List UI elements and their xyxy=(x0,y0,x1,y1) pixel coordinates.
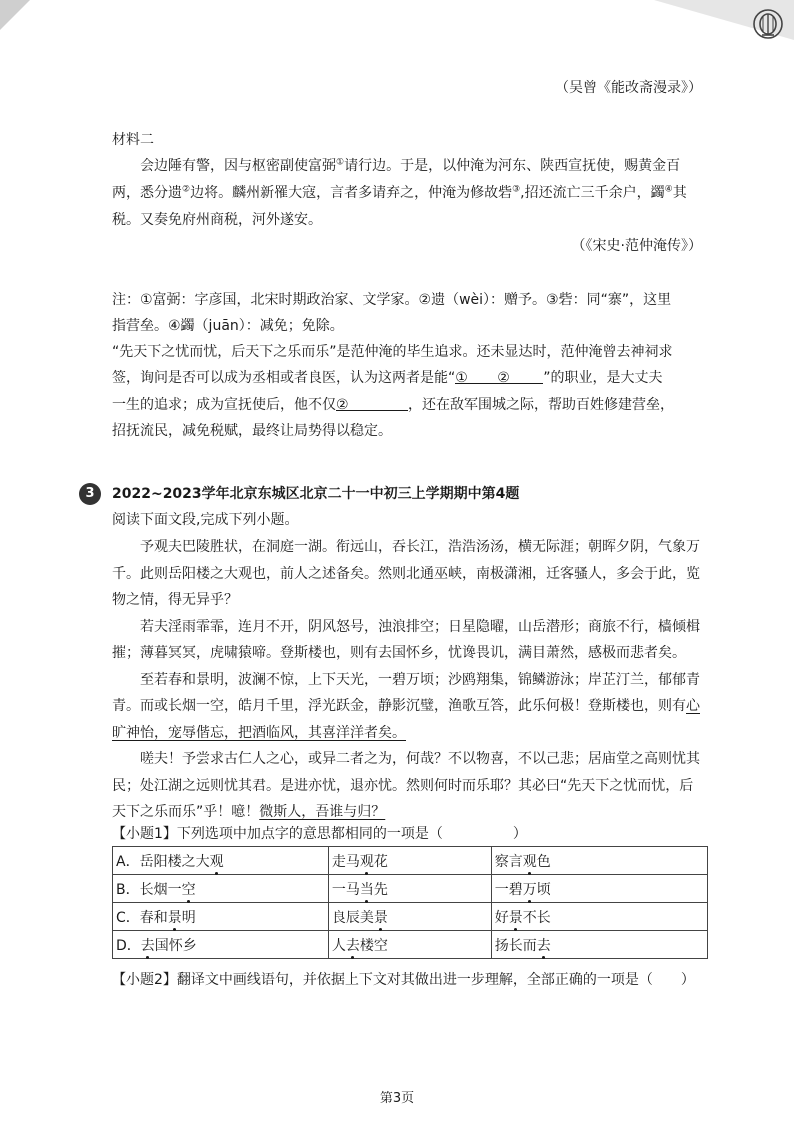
option-text: 一马 xyxy=(331,881,360,898)
fill-paragraph-line-1: “先天下之忧而忧，后天下之乐而乐”是范仲淹的毕生追求。还未显达时，范仲淹曾去神祠求 xyxy=(112,344,673,360)
passage-line: 摧；薄暮冥冥，虎啸猿啼。登斯楼也，则有去国怀乡，忧谗畏讥，满目萧然，感极而悲者矣。 xyxy=(112,645,686,661)
option-text: 良辰美 xyxy=(331,909,374,926)
option-row[interactable] xyxy=(113,931,708,959)
underlined-sentence: 旷神怡，宠辱偕忘，把酒临风，其喜洋洋者矣。 xyxy=(112,725,406,741)
option-text: 春和 xyxy=(139,909,168,926)
dotted-character: 空 xyxy=(182,879,196,899)
option-cell xyxy=(328,903,491,931)
passage-line: 青。而或长烟一空，皓月千里，浮光跃金，静影沉璧，渔歌互答，此乐何极！登斯楼也，则有心 xyxy=(112,698,700,714)
option-cell xyxy=(491,903,707,931)
option-text: 花 xyxy=(373,853,388,870)
option-text: A． xyxy=(116,853,140,870)
option-text: 明 xyxy=(181,909,196,926)
option-cell xyxy=(328,875,491,903)
option-text: D． xyxy=(116,937,141,954)
lantern-logo-icon xyxy=(752,8,784,40)
option-cell xyxy=(491,847,707,875)
question-instruction: 阅读下面文段,完成下列小题。 xyxy=(112,512,299,528)
option-cell xyxy=(491,875,707,903)
option-text: 好 xyxy=(494,909,509,926)
passage-line: 民；处江湖之远则忧其君。是进亦忧，退亦忧。然则何时而乐耶？其必曰“先天下之忧而忧，后 xyxy=(112,778,694,794)
material-line-1: 会边陲有警，因与枢密副使富弼①请行边。于是，以仲淹为河东、陕西宣抚使，赐黄金百 xyxy=(140,157,681,174)
option-cell xyxy=(328,847,491,875)
dotted-character: 去 xyxy=(346,935,360,955)
passage-line: 予观夫巴陵胜状，在洞庭一湖。衔远山，吞长江，浩浩汤汤，横无际涯；朝晖夕阴，气象万 xyxy=(140,539,700,555)
fill-paragraph-line-4: 招抚流民，减免税赋，最终让局势得以稳定。 xyxy=(112,423,392,439)
option-cell xyxy=(113,847,329,875)
source-citation: （吴曾《能改斋漫录》） xyxy=(555,80,702,96)
source-citation: （《宋史·范仲淹传》） xyxy=(571,238,702,254)
option-text: 察言 xyxy=(494,853,523,870)
dotted-character: 景 xyxy=(509,907,523,927)
material-line-3: 税。又奏免府州商税，河外遂安。 xyxy=(112,212,322,228)
option-cell xyxy=(113,903,329,931)
option-cell xyxy=(328,931,491,959)
option-cell xyxy=(113,931,329,959)
option-row[interactable] xyxy=(113,875,708,903)
option-text: 人 xyxy=(331,937,346,954)
option-text: 先 xyxy=(373,881,388,898)
passage-line: 千。此则岳阳楼之大观也，前人之述备矣。然则北通巫峡，南极潇湘，迁客骚人，多会于此，览 xyxy=(112,566,700,582)
passage-line: 若夫淫雨霏霏，连月不开，阴风怒号，浊浪排空；日星隐曜，山岳潜形；商旅不行，樯倾楫 xyxy=(140,619,700,635)
option-text: 扬长而 xyxy=(494,937,537,954)
option-text: 走马 xyxy=(331,853,360,870)
question-number-badge: 3 xyxy=(79,483,101,505)
option-text: 岳阳楼之大 xyxy=(139,853,210,870)
option-text: 一碧 xyxy=(494,881,523,898)
dotted-character: 观 xyxy=(360,851,374,871)
material-label: 材料二 xyxy=(112,132,154,148)
passage-line: 物之情，得无异乎？ xyxy=(112,592,238,608)
fill-paragraph-line-3: 一生的追求；成为宣抚使后，他不仅② ，还在敌军围城之际，帮助百姓修建营垒， xyxy=(112,397,674,413)
dotted-character: 万 xyxy=(523,879,537,899)
material-line-2: 两，悉分遗②边将。麟州新罹大寇，言者多请弃之，仲淹为修故砦③,招还流亡三千余户，蠲④其 xyxy=(112,184,687,201)
option-text: 色 xyxy=(536,853,551,870)
answer-blank-1[interactable]: ① xyxy=(455,368,497,384)
answer-blank-2[interactable]: ② xyxy=(497,368,543,384)
option-text: 顷 xyxy=(536,881,551,898)
dotted-character: 当 xyxy=(360,879,374,899)
option-text: 长烟一 xyxy=(139,881,182,898)
answer-blank-3[interactable]: ② xyxy=(336,395,408,411)
option-text: B． xyxy=(116,881,140,898)
dotted-character: 去 xyxy=(537,935,551,955)
dotted-character: 景 xyxy=(168,907,182,927)
option-row[interactable] xyxy=(113,903,708,931)
dotted-character: 景 xyxy=(374,907,388,927)
fill-paragraph-line-2: 签，询问是否可以成为丞相或者良医，认为这两者是能“① ② ”的职业，是大丈夫 xyxy=(112,370,663,386)
notes-line-2: 指营垒。④蠲（juān）：减免；免除。 xyxy=(112,318,344,334)
passage-line xyxy=(112,723,712,743)
sub-question-1: 【小题1】下列选项中加点字的意思都相同的一项是（ ） xyxy=(112,826,527,842)
passage-line: 至若春和景明，波澜不惊，上下天光，一碧万顷；沙鸥翔集，锦鳞游泳；岸芷汀兰，郁郁青 xyxy=(140,672,700,688)
underlined-sentence: 心 xyxy=(686,698,700,714)
notes-line-1: 注：①富弼：字彦国，北宋时期政治家、文学家。②遗（wèi）：赠予。③砦：同“寨”，这里 xyxy=(112,292,672,308)
page-corner-decoration xyxy=(0,0,30,30)
option-cell xyxy=(491,931,707,959)
option-text: 楼空 xyxy=(359,937,388,954)
sub-question-2: 【小题2】翻译文中画线语句，并依据上下文对其做出进一步理解，全部正确的一项是（ ） xyxy=(112,972,695,988)
dotted-character: 观 xyxy=(523,851,537,871)
question-title: 2022~2023学年北京东城区北京二十一中初三上学期期中第4题 xyxy=(112,486,520,502)
option-text: 国怀乡 xyxy=(154,937,197,954)
underlined-sentence: 微斯人，吾谁与归？ xyxy=(259,804,386,820)
option-text: C． xyxy=(116,909,140,926)
passage-line: 天下之乐而乐”乎！噫！微斯人，吾谁与归？ xyxy=(112,804,386,820)
page-number: 第3页 xyxy=(379,1091,415,1106)
option-cell xyxy=(113,875,329,903)
option-row[interactable] xyxy=(113,847,708,875)
options-table xyxy=(112,846,708,959)
passage-line: 嗟夫！予尝求古仁人之心，或异二者之为，何哉？不以物喜，不以己悲；居庙堂之高则忧其 xyxy=(140,751,700,767)
dotted-character: 观 xyxy=(210,851,224,871)
dotted-character: 去 xyxy=(141,935,155,955)
option-text: 不长 xyxy=(522,909,551,926)
